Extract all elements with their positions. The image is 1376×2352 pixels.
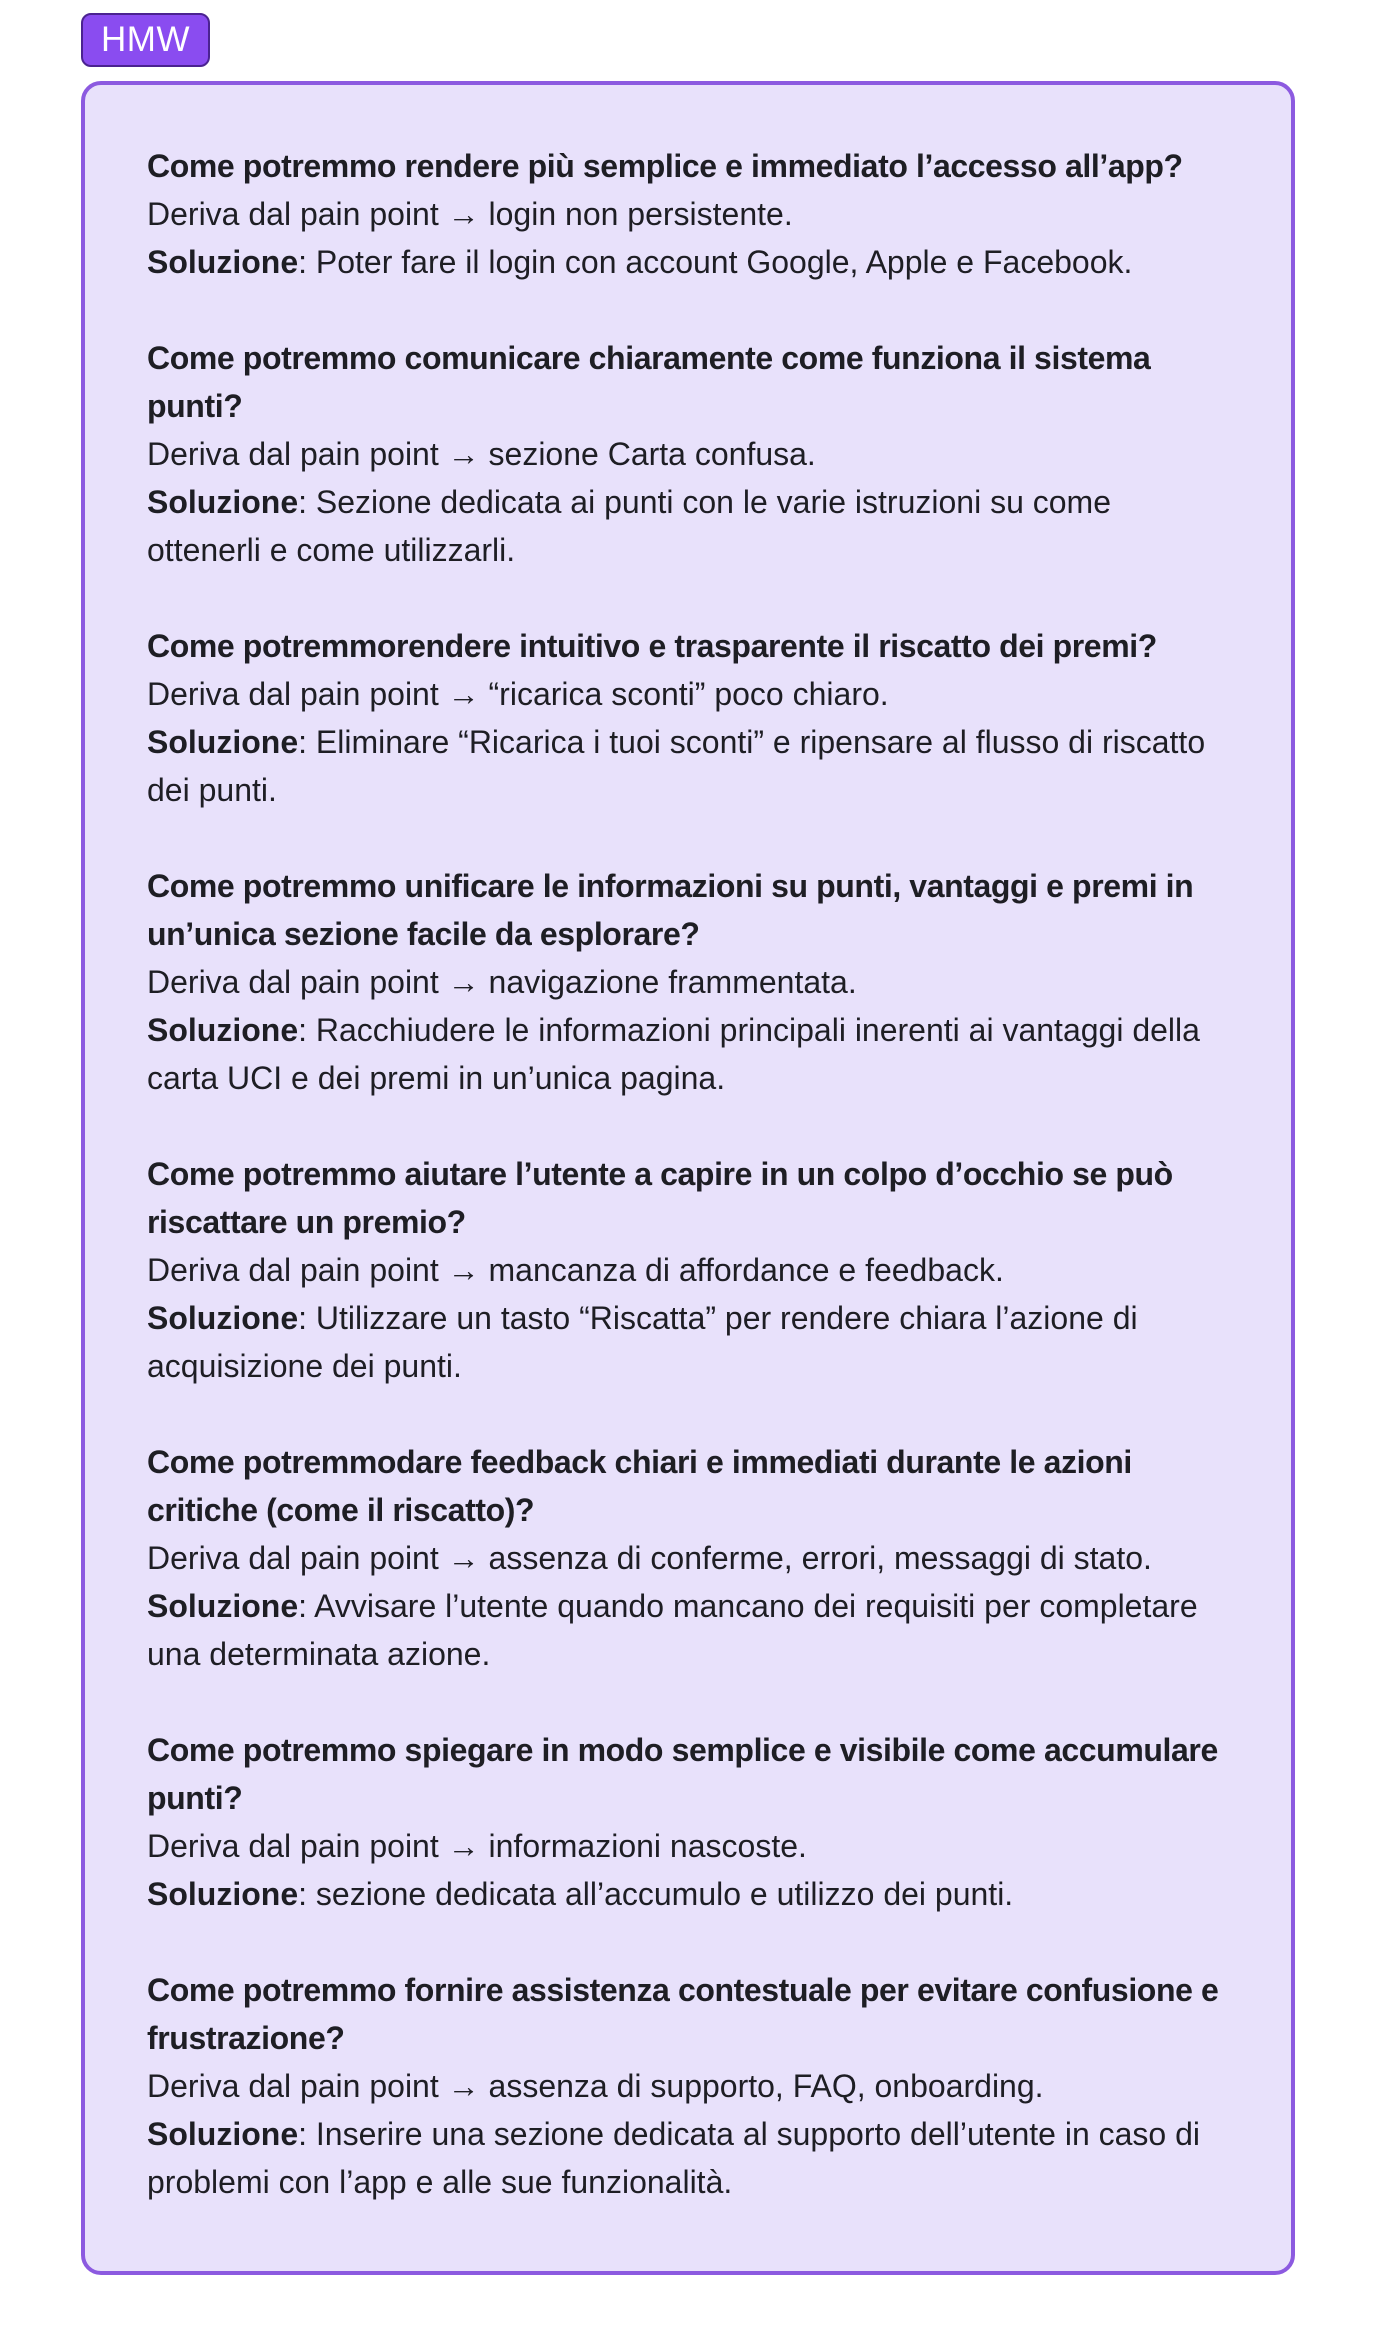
pain-point-derivation: Deriva dal pain point → assenza di supporto, FAQ, onboarding. — [147, 2068, 1044, 2104]
solution-text: Eliminare “Ricarica i tuoi sconti” e ripensare al flusso di riscatto dei punti. — [147, 724, 1206, 808]
solution-line — [147, 2110, 1231, 2206]
pain-point-derivation: Deriva dal pain point → “ricarica sconti” poco chiaro. — [147, 676, 889, 712]
solution-label: Soluzione — [147, 244, 299, 280]
solution-text: Poter fare il login con account Google, Apple e Facebook. — [315, 244, 1133, 280]
hmw-question: Come potremmo aiutare l’utente a capire in un colpo d’occhio se può riscattare un premio? — [147, 1156, 1173, 1240]
solution-line — [147, 1870, 1231, 1918]
hmw-question: Come potremmo fornire assistenza contestuale per evitare confusione e frustrazione? — [147, 1972, 1219, 2056]
hmw-item — [147, 1150, 1231, 1390]
solution-label: Soluzione — [147, 1588, 299, 1624]
solution-separator: : — [298, 1876, 316, 1912]
pain-point-derivation: Deriva dal pain point → navigazione frammentata. — [147, 964, 857, 1000]
solution-line — [147, 1582, 1231, 1678]
hmw-item — [147, 1438, 1231, 1678]
hmw-item — [147, 334, 1231, 574]
solution-line — [147, 478, 1231, 574]
solution-text: Inserire una sezione dedicata al supporto dell’utente in caso di problemi con l’app e alle sue funzionalità. — [147, 2116, 1201, 2200]
solution-label: Soluzione — [147, 724, 299, 760]
solution-label: Soluzione — [147, 1300, 299, 1336]
solution-label: Soluzione — [147, 1876, 299, 1912]
hmw-item — [147, 1966, 1231, 2206]
solution-line — [147, 238, 1231, 286]
pain-point-derivation: Deriva dal pain point → login non persistente. — [147, 196, 793, 232]
hmw-item — [147, 622, 1231, 814]
solution-text: Sezione dedicata ai punti con le varie istruzioni su come ottenerli e come utilizzarli. — [147, 484, 1111, 568]
hmw-card — [81, 81, 1295, 2275]
solution-separator: : — [298, 244, 316, 280]
solution-separator: : — [298, 1012, 316, 1048]
solution-line — [147, 718, 1231, 814]
solution-text: Racchiudere le informazioni principali inerenti ai vantaggi della carta UCI e dei premi in un’unica pagina. — [147, 1012, 1200, 1096]
solution-text: sezione dedicata all’accumulo e utilizzo dei punti. — [315, 1876, 1014, 1912]
solution-label: Soluzione — [147, 484, 299, 520]
hmw-question: Come potremmo rendere più semplice e immediato l’accesso all’app? — [147, 148, 1183, 184]
solution-separator: : — [298, 484, 316, 520]
hmw-item — [147, 142, 1231, 286]
hmw-question: Come potremmodare feedback chiari e immediati durante le azioni critiche (come il riscatto)? — [147, 1444, 1132, 1528]
hmw-item — [147, 862, 1231, 1102]
hmw-question: Come potremmo unificare le informazioni su punti, vantaggi e premi in un’unica sezione facile da esplorare? — [147, 868, 1194, 952]
solution-separator: : — [298, 2116, 316, 2152]
hmw-question: Come potremmo spiegare in modo semplice e visibile come accumulare punti? — [147, 1732, 1218, 1816]
hmw-tag: HMW — [81, 13, 210, 67]
solution-separator: : — [298, 1300, 316, 1336]
solution-line — [147, 1006, 1231, 1102]
solution-label: Soluzione — [147, 1012, 299, 1048]
solution-separator: : — [298, 724, 316, 760]
solution-text: Utilizzare un tasto “Riscatta” per rendere chiara l’azione di acquisizione dei punti. — [147, 1300, 1138, 1384]
pain-point-derivation: Deriva dal pain point → mancanza di affordance e feedback. — [147, 1252, 1004, 1288]
hmw-item — [147, 1726, 1231, 1918]
solution-separator: : — [298, 1588, 315, 1624]
solution-label: Soluzione — [147, 2116, 299, 2152]
pain-point-derivation: Deriva dal pain point → assenza di conferme, errori, messaggi di stato. — [147, 1540, 1152, 1576]
solution-text: Avvisare l’utente quando mancano dei requisiti per completare una determinata azione. — [147, 1588, 1198, 1672]
solution-line — [147, 1294, 1231, 1390]
pain-point-derivation: Deriva dal pain point → sezione Carta confusa. — [147, 436, 816, 472]
hmw-question: Come potremmorendere intuitivo e trasparente il riscatto dei premi? — [147, 628, 1157, 664]
pain-point-derivation: Deriva dal pain point → informazioni nascoste. — [147, 1828, 807, 1864]
hmw-question: Come potremmo comunicare chiaramente come funziona il sistema punti? — [147, 340, 1151, 424]
